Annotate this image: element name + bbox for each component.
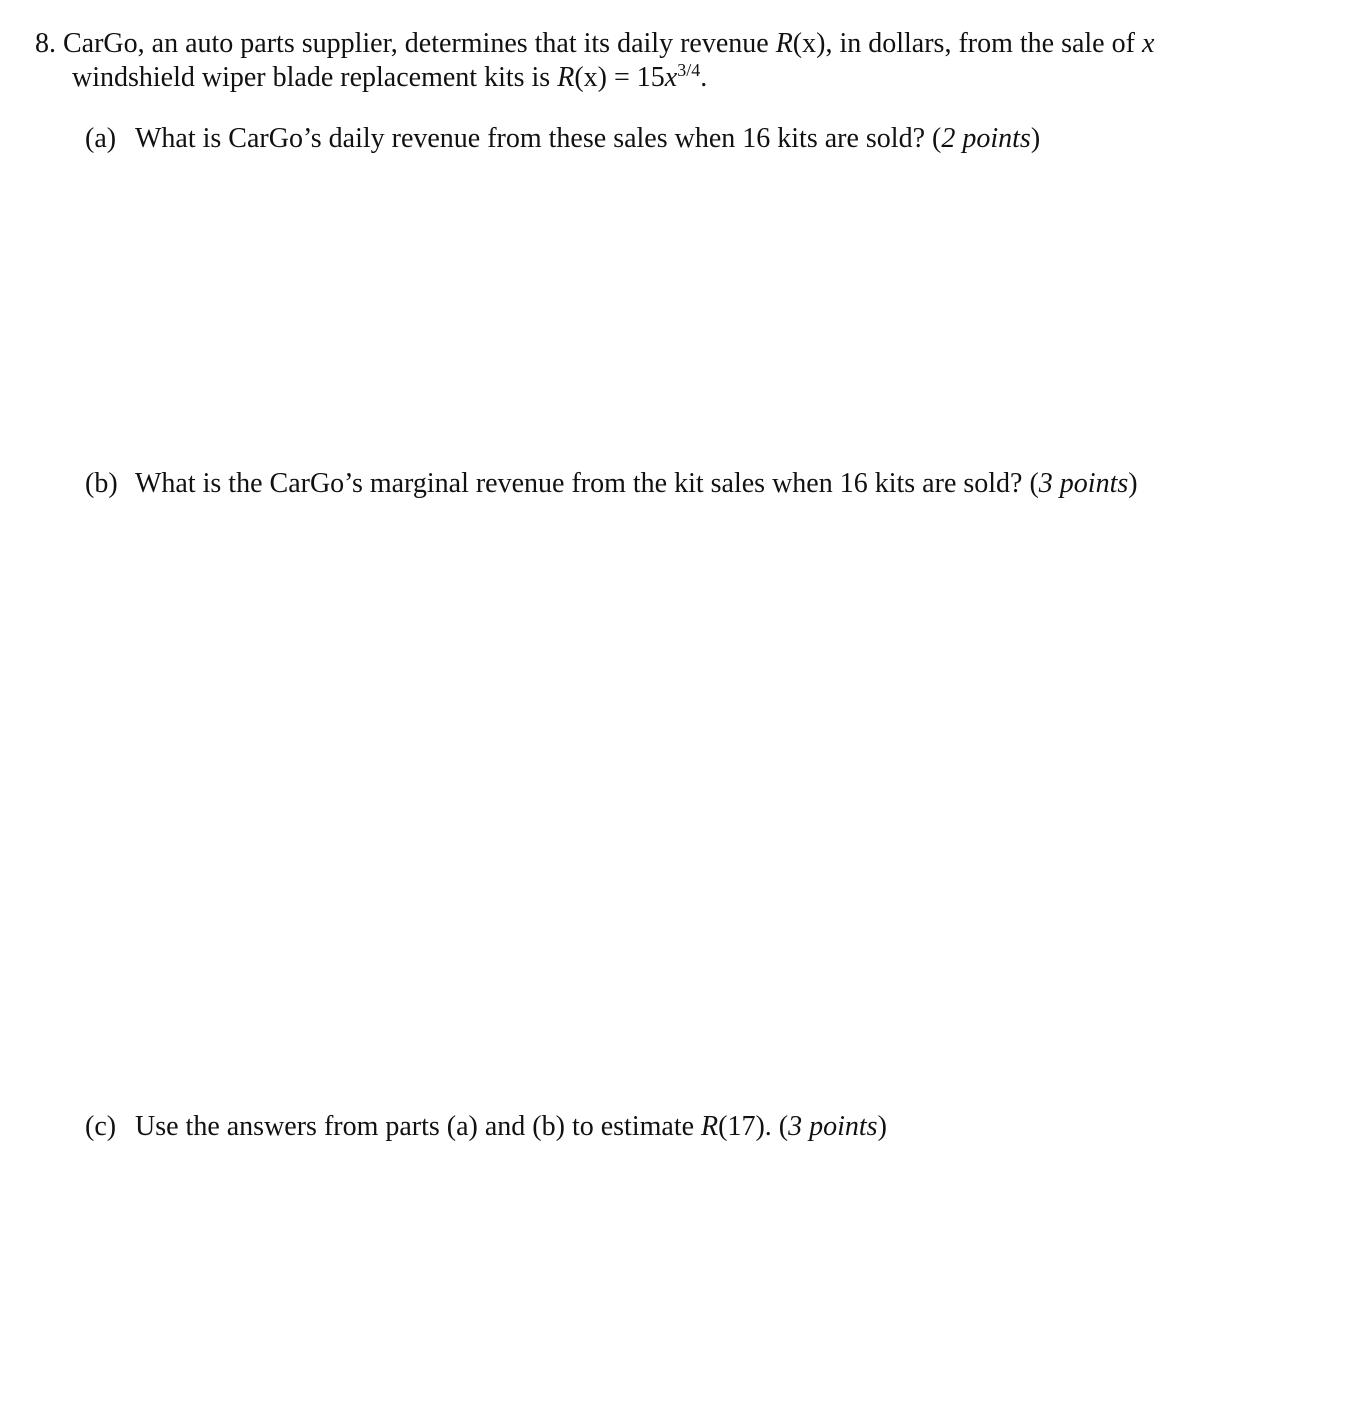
problem-text-1b: , in dollars, from the sale of	[825, 28, 1142, 59]
part-label: (c)	[85, 1111, 117, 1142]
part-label: (b)	[85, 468, 118, 499]
part-b	[85, 467, 1138, 501]
problem-number: 8.	[35, 28, 56, 59]
paren: (	[1029, 468, 1039, 499]
paren: )	[877, 1111, 887, 1142]
problem-line-2	[72, 61, 707, 95]
problem-line-1	[35, 27, 1154, 61]
points-value: 3 points	[788, 1111, 878, 1142]
paren: (	[932, 123, 942, 154]
part-a	[85, 122, 1040, 156]
math-R: R	[775, 28, 793, 59]
math-arg: (17).	[718, 1111, 772, 1142]
problem-text-2: windshield wiper blade replacement kits is	[72, 62, 558, 93]
math-arg: (x)	[792, 28, 826, 59]
part-text: What is CarGo’s daily revenue from these sales when 16 kits are sold?	[135, 123, 933, 154]
part-text: What is the CarGo’s marginal revenue from the kit sales when 16 kits are sold?	[135, 468, 1030, 499]
part-label: (a)	[85, 123, 117, 154]
math-x: x	[1141, 28, 1155, 59]
paren: )	[1030, 123, 1041, 154]
points-value: 3 points	[1038, 468, 1129, 499]
part-text: Use the answers from parts (a) and (b) to estimate	[135, 1111, 702, 1142]
space	[772, 1111, 779, 1142]
paren: )	[1128, 468, 1138, 499]
period: .	[700, 62, 708, 93]
math-x: x	[664, 62, 678, 93]
paren: (	[778, 1111, 789, 1142]
part-c	[85, 1110, 887, 1144]
problem-text-1: CarGo, an auto parts supplier, determines that its daily revenue	[63, 28, 776, 59]
points-value: 2 points	[941, 123, 1031, 154]
math-eq: = 15	[606, 62, 665, 93]
math-R: R	[701, 1111, 719, 1142]
math-exponent: 3/4	[677, 60, 701, 80]
math-arg: (x)	[574, 62, 607, 93]
math-R: R	[557, 62, 575, 93]
